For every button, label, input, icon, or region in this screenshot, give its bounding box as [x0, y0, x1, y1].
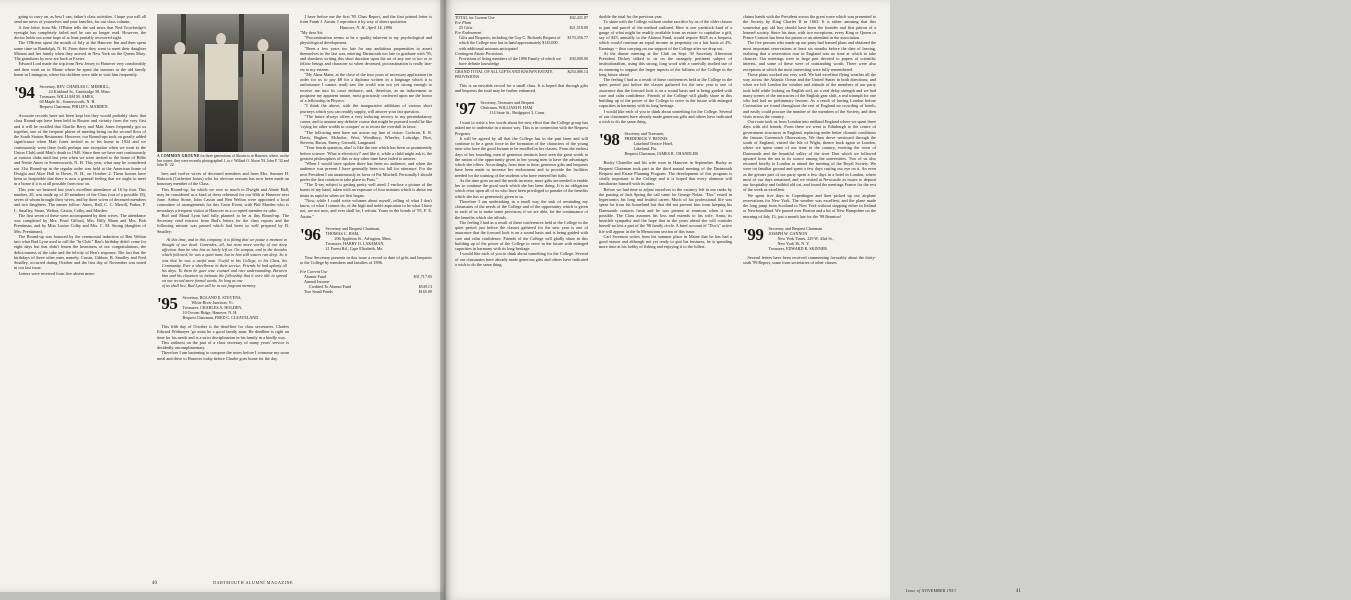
- officer-line: JOSEPH W. GANNON: [768, 230, 808, 236]
- table-label: Credited To Alumni Fund: [309, 283, 352, 289]
- class-year: '94: [14, 83, 35, 102]
- class-header-98: [599, 131, 732, 156]
- officer-line: Bequest Chairman, PHILIP S. MARDEN: [39, 104, 108, 109]
- table-value: $165.00: [418, 289, 432, 295]
- caption-text: for three generations of Ahorns is in Hanover, where, on the Inn corner, they were recently photographed. L to r: Willard O. Ahorn '93, John P. '32 and John R. '22.: [157, 154, 290, 168]
- class-header-97: [455, 99, 588, 119]
- paragraph: claims hands with the President across the great wave which was presented to the Society by King Charles II in 1663. It is rather amusing that this somewhat gay old boy should have been the founder and first patron of a learned society. Since his time, with two exceptions, every King or Queen or Prince Consort has been the patron or an attendant in the association.: [743, 14, 876, 40]
- officer-line: 21 Forest Rd., Cape Elizabeth, Me.: [325, 245, 384, 251]
- body-shape: [205, 44, 238, 152]
- officer-line: Treasurer, WILLIAM M. AMES,: [39, 94, 94, 99]
- officer-line: Secretary, ROLAND E. STEVENS,: [182, 295, 242, 301]
- table-value: $21,518.00: [569, 25, 588, 31]
- paragraph: I want to write a few words about the new effort that the College group has asked me to undertake in a minor way. This is in connection with the Bequest Program.: [455, 120, 588, 136]
- paragraph: I would like each of you to think about something for the College. Several of our classmates have already made generous gifts and others have indicated a wish to do the same thing.: [455, 251, 588, 267]
- officer-line: Treasurer, CHARLES A. HOLDEN,: [182, 305, 243, 311]
- body-shape: [162, 54, 198, 152]
- paragraph: It will be agreed by all that the College has in the past been and will continue to be a great force in the formation of the characters of the young men who have the good fortune to be enrolled in her classes. From the earliest days of her founding, men of generous instincts have seen the great worth to the nation of the opportunity given to her young men to have the advantages which she offers. Accordingly, from time to time, generous gifts and bequests have been made to increase her endowment and to provide the facilities needed for the training of the students who have entered her halls.: [455, 135, 589, 178]
- column-gap: [146, 14, 157, 361]
- gifts-table-1896: [300, 269, 432, 294]
- table-section-title: For Plant: [455, 20, 472, 26]
- paragraph: This is an enviable record for a small class. It is hoped that through gifts and bequests the total may be further enhanced.: [455, 82, 588, 93]
- class-minute-quote-tail: of us shall live, Bud Lyon will be in our fragrant memory.: [162, 283, 257, 289]
- paragraph: "My dear Sir:: [300, 29, 324, 35]
- table-label: 25 Gifts: [459, 25, 473, 31]
- paragraph: "I think the above, with the inaugurative additions of various short journeys which you can readily supply, will answer your fair question.: [300, 103, 432, 114]
- officer-line: THOMAS C. HAM,: [325, 230, 360, 236]
- paragraph: The five persons who made up our party had framed plans and obtained the most important reservations at least six months before the date of leaving, realizing that a reservation tour in England was no time at which to take chances. Our meetings were in large part devoted to papers of scientific interest, and some of these were of outstanding worth. There were also exceptions at which the most interesting were fully remembered.: [743, 40, 876, 72]
- right-column-3: [743, 14, 876, 267]
- class-year: '96: [300, 224, 321, 244]
- left-page-footer: [0, 580, 445, 586]
- officer-line: Lakeland, Fla.: [633, 146, 658, 152]
- class-officers: [40, 84, 146, 109]
- paragraph: "Your fourth question, alas! is like the one which has been so prominently before science: 'What is electricity?' and like it, while a child might ask it, the greatest philosophers of this or any other time have failed to answer.: [300, 145, 432, 161]
- three-generations-photo: [157, 14, 289, 152]
- officer-line: 114 State St., Bridgeport 3, Conn.: [489, 110, 545, 116]
- officer-line: White River Junction, Vt.: [191, 300, 234, 306]
- officer-line: New York Times, 229 W. 43rd St.,: [777, 235, 834, 241]
- paragraph: This outburst on the part of a class secretary of many years' service is decidedly uncomplimentary.: [157, 339, 289, 351]
- paragraph: "Now, while I could write volumes about myself, telling of what I don't know, of what I cannot do, of the high and noble aspiration to be what I have not, are not now, and ever shall be, I refrain. Yours in the bonds of '95, F. E. Austin.": [300, 197, 432, 219]
- paragraph: "The X-ray subject is getting pretty well aired. I enclose a picture of the bones of my hand, taken with an exposure of four minutes which is about ten times as rapid as when we first began.: [300, 182, 432, 198]
- paragraph: Edward Lord made the trip from New Jersey to Hanover very comfortably and then went on to Maine where he spent the summer at the old family home in Limington, where his children were able to visit him frequently.: [14, 61, 146, 77]
- officer-line: Secretary, REV. CHARLES C. MERRILL,: [39, 84, 110, 89]
- table-row: [455, 35, 588, 50]
- officer-line: Secretary and Bequest Chairman: [768, 225, 823, 231]
- person-figure: [243, 39, 283, 152]
- table-value: $549.13: [418, 283, 432, 289]
- paragraph: double the total for the previous year.: [599, 14, 663, 19]
- left-page-columns: [14, 14, 434, 361]
- table-label: TOTAL for Current Use: [455, 15, 495, 20]
- paragraph: Therefore I am undertaking in a small way the task of reminding my classmates of the needs of the College and of the opportunity which is given to each of us to make some provision, if we are able, for the continuance of the benefits which she affords.: [455, 198, 588, 220]
- right-page: [445, 0, 1022, 600]
- table-value: $30,000.00: [569, 55, 588, 61]
- table-label: GRAND TOTAL OF ALL GIFTS AND KNOWN ESTATE PROVISIONS: [455, 68, 553, 80]
- table-label: Alumni Fund: [304, 273, 326, 279]
- issue-line: Issue of NOVEMBER 1953: [906, 588, 956, 593]
- class-year: '97: [455, 99, 476, 119]
- right-page-footer: [890, 588, 1351, 594]
- class-header-94: [14, 84, 146, 109]
- photo-caption: [157, 154, 289, 168]
- right-column-2: [599, 14, 732, 267]
- officer-line: Treasurer, HARRY O. LAKEMAN,: [325, 240, 385, 246]
- paragraph: Letters were received from five absent mem-: [18, 270, 95, 276]
- table-value: $32,431.87: [569, 15, 588, 20]
- table-value: $170,356.77: [567, 35, 588, 41]
- caption-lead: A COMMON GROUND: [157, 154, 200, 158]
- necktie-shape: [262, 54, 264, 74]
- paragraph: "When I would have spoken there has been no audience, and when the audience was present I have generally been too full for utterance. For the next President I am unanimously in favor of Pat Mitchell. Personally I should prefer the first rotation to take place in Paris.": [300, 161, 432, 182]
- officer-line: 10 Occom Ridge, Hanover, N. H.: [182, 310, 238, 316]
- magazine-name: DARTMOUTH ALUMNI MAGAZINE: [213, 580, 294, 585]
- table-section-title: For Endowment: [455, 30, 482, 36]
- paragraph: Our route took us from London into midland England where we spent three days with old friends. From there we went to Edinburgh to the centre of government structures in England, replacing under better climatic conditions the famous Greenwich Observatory. We then drove westward through the south of England, visited the Isle of Wight, thence back again to London, where we spent some of our time in the country, exerting the town of Dartmouth and the beautiful valley of the river Dart which we followed upward from the sea to its source among the universities. Two of us also returned briefly to London to attend the meeting of the Royal Society. We were on familiar ground and spent a few days casting our eye on it. An even as the greater part of our party spent a few days in a hotel in London, where most of our days remained, and we visited at Newcastle as issues to deposit our hospitality and faithful old cat, and found the meetings France for the rest of the week as excellent.: [743, 119, 876, 193]
- paragraph: Before we had time to adjust ourselves to the vacancy left in our ranks by the passing of Jack Spring the call came for George Nolan. "Doc" rested in hypertonics his long and fruitful career. Much of his professional life was spent far from his homeland but that did not prevent him from keeping his Dartmouth contacts fresh and he was present at reunions when it was possible. The Class assumes his loss and extends to his wife, Anna, its heartfelt sympathy and the hope that in the years ahead she will consider herself no less a part of the '98 family circle. A brief account of "Doc's" active life will appear in the In Memoriam section of this issue.: [599, 186, 732, 234]
- paragraph: Accurate records have not been kept but they would probably show that class Round-ups have been held in Boston and vicinity from the very first and it will be recalled that Charlie Berry and Matt Jones frequently got us together, one of the frequent places of meeting being on the second floor of the South Station Restaurant. However, our Round-ups took on greatly added significance when Matt Jones invited us to his home in 1924 and we continuously went there (with perhaps one exception when we went to the Union Club) until Matt's death in 1940. Since then we have met continuously at various clubs until last year when we were invited to the home of Billie and Nettie Ames in Somersworth, N. H. This year, what may be considered our 31st Round-up in the regular order was held at the American home of Dwight and Alice Hall in Dover, N. H., on October 2. These homes have been so hospitable that there is now a general feeling that we ought to meet in a home if it is at all possible from now on.: [14, 113, 146, 187]
- paragraph: "Been a few years too late for any ambitious propensities to assert themselves in the last war, entering Dartmouth too late to graduate with '95, and slumbers writing this short duration upon the art of any one to too or to fellow beings and character so when deceased, procrastination is really late-est to my esteem.: [300, 45, 432, 72]
- paragraph: This Round-up, for which we owe so much to Dwight and Almie Hall, may be considered as a kind of dress rehearsal for our 60th at Hanover next June. Arthur Stone, John Cassin and Ben Welton were appointed a local committee of arrangements for this Great Event, with Phil Marden who is nowadays a frequent visitor at Hanover as a co-opted member ex urbe.: [157, 186, 289, 213]
- paragraph: The Round-up was honored by the ceremonial induction of Ben Welton into what Bud Lyon used to call the "In Club." Ben's birthday didn't come for eight days but that didn't lessen the heartiness of our congratulations, the deliciousness of the cake and the felicity of Ben's response. The fact that the birthdays of three other men, namely, Cassin, Gibbon, B. Smalley and Fred Smalley, occurred during October and the first day of November was noted in our last issue.: [14, 233, 146, 271]
- column-gap: [289, 14, 300, 361]
- officer-line: FREDERICK V. BENNIS: [624, 136, 668, 142]
- paragraph: "Procrastination seems to be a quality inherent to my psychological and physiological development.: [300, 35, 432, 46]
- paragraph: The O'Briens spent the month of July at the Hanover Inn and then spent some time in Randolph, N. H. From there they went to meet their daughter Miriam and her family when they arrived in New York on the Queen Mary. The grandsons by now are back at Exeter.: [14, 40, 146, 61]
- class-officers: [481, 100, 588, 115]
- officer-line: Secretary and Bequest Chairman,: [325, 225, 381, 231]
- class-header-95: [157, 295, 289, 320]
- officer-line: Bequest Chairman, JAMES R. CHANDLER: [624, 151, 698, 157]
- table-value: $254,086.14: [567, 68, 588, 74]
- table-value: $31,717.83: [413, 273, 432, 279]
- left-column-3: [300, 14, 432, 361]
- table-section-title: Contingent Estate Provisions: [455, 50, 503, 56]
- right-page-columns: [455, 14, 877, 267]
- left-page: [0, 0, 445, 592]
- paragraph: At the dinner meeting at the Club on Sept. 30 Secretary Afternoon President Dickey talked to us on the strangely pertinent subject of institutionalism, using this strong, long word with a carefully studied use of its meaning to support the larger aspects of the fullness of the College in the long future ahead.: [599, 50, 732, 77]
- paragraph: going to carry on, as best I can, father's class activities. I hope you will all send me news of yourselves and your families, for our class column.: [14, 14, 146, 25]
- class-year: '99: [743, 224, 764, 244]
- officer-line: Treasurer, EDWARD R. SKINNER: [768, 245, 828, 251]
- officer-line: Bequest Chairman, FRED C. CLEAVELAND: [182, 315, 259, 321]
- left-column-2: [157, 14, 289, 361]
- paragraph: These plans worked out very well. We had excellent flying weather all the way across the Atlantic Ocean and the United States in both directions; and when we left London the weather and attitude of the members of our party took hold while looking on English soil, on a real delay strength and we had many scenes of the intricacies of the English gear shift, a real triumph for one who had had no preliminary lessons. As a result of having London before Coronation we found throughout the rest of England no crowding of hotels, and easily could procure the number of the members of the Society, and then visits across the country.: [743, 71, 876, 119]
- table-label: Provisions of living members of the 1896 Family of which we have definite knowledge: [459, 55, 561, 66]
- officer-line: New York 36, N. Y.: [777, 240, 810, 246]
- paragraph: Several letters have been received commenting favorably about the thirty-sixth '99 Report, some from secretaries of other classes: [743, 254, 876, 265]
- paragraph: As the time goes on and the needs increase, more gifts are needed to enable her to continue the good work which she has been doing. It is an obligation which rests upon all of us who have been privileged to partake of the benefits which she has so generously given to us.: [455, 177, 588, 199]
- paragraph: Bud and Maud Lyon had fully planned to be at this Round-up. The Secretary read extracts from Bud's letters for the class reports and the following minute was passed which had been so well prepared by B. Smalley:: [157, 212, 289, 234]
- photo-figure: [157, 14, 289, 168]
- gifts-table-continued: [455, 14, 588, 79]
- table-row: [455, 68, 588, 79]
- column-gap: [588, 14, 599, 267]
- class-officers: [769, 226, 876, 251]
- paragraph: This year we bettered last year's excellent attendance of 16 by four. This number, 20, was made up of 20 members of the Class (out of a possible 18), seven of whom brought their wives, and by three wives of deceased members and two daughters. The names follow: Ames, Hall, C. C. Merrill, Parker, F. L. Smalley, Stone, Welton, Cassin, Colby, and Marden.: [14, 186, 146, 213]
- paragraph: We spent five days in Copenhagen and then picked up our airplane reservations for New York. The weather was excellent, and the plane made the long jump from Scotland to New York without stopping either in Ireland or Newfoundland. We passed over Boston and a bit of New Hampshire on the morning of July 15, just a month late for the '98 Reunion!: [743, 192, 876, 219]
- paragraph: This fifth day of October is the dead-line for class secretaries. Charles Edward Widmayer 'go must be a good family man. He deadline is right on time for his needs and is a strict disciplinarian in his family in a kindly way.: [157, 324, 289, 340]
- page-gutter-shadow: [440, 0, 452, 600]
- class-officers: [326, 226, 432, 251]
- paragraph: I have before me the first '95 Class Report, and the first printed letter is from Frank J. Austin. I reproduce it by way of direct quotation.: [300, 14, 432, 25]
- table-row: [300, 289, 432, 294]
- officer-line: 206 Appleton St., Arlington, Mass.: [334, 235, 392, 241]
- letter-dateline: Hanover, N. H., April 14, 1896: [339, 24, 393, 30]
- table-row: [455, 56, 588, 66]
- right-column-1: [455, 14, 588, 267]
- officer-line: Secretary, Treasurer and Bequest: [480, 100, 535, 106]
- class-year: '98: [599, 130, 620, 150]
- paragraph: bers and twelve wives of deceased members and from Mrs. Sumner H. Babcock (Catherine Jones) who for obvious reasons has now been made an honorary member of the Class.: [157, 170, 289, 187]
- class-officers: [183, 295, 289, 320]
- paragraph: A fine letter from Mr. O'Brien tells the sad news that Ned Trowbridge's eyesight has completely failed and he can no longer read. However, the doctor holds out some hope of at least partially recovered sight.: [14, 24, 146, 40]
- person-figure: [205, 33, 238, 152]
- class-minute-quote: At this time, and in this company, it is fitting that we pause a moment in thought of our dead. Comrades, all, but none more worthy of our deep affection than he who has so lately left us. On campus, and in the decades which followed, he was a quiet man; but in him still waters ran deep. So it was that he was a useful man. Useful to his College, to his Class, his Community. Ever a wheelhorse in their service. Friends he had aplenty all his days. To them he gave wise counsel and rare understanding. Between him and his classmen so intimate the fellowship that it were idle to spread on our record more formal words. So long as one: [162, 237, 287, 283]
- paragraph: Your Secretary presents in this issue a record to date of gifts and bequests to the College by members and families of 1896.: [300, 254, 432, 265]
- paragraph: "The future always offers a very inducing secrecy to my perambulatory career, and to assume any definite course that might be pursued would be like 'crying for other worlds to conquer' or to recast the overdull in favor.: [300, 113, 433, 130]
- officer-line: 60 Maple St., Somersworth, N. H.: [39, 99, 96, 104]
- left-column-1: [14, 14, 146, 361]
- officer-line: Secretary and Treasurer,: [624, 131, 665, 137]
- officer-line: Chairman, WILLIAM H. HAM: [480, 105, 533, 111]
- paragraph: "My Alma Mater, at the close of the four years of necessary application (in order for us to pay $8 for a diploma written in a language which it is unfortunate I cannot read) saw the world was not yet strong enough to receive me into its court embrace, and, therefore, as an inducement to postpone my apparent nature, most graciously conferred upon me the honor of a fellowship in Physics.: [300, 71, 432, 103]
- officer-line: Lakeland Terrace Hotel,: [633, 141, 674, 147]
- table-label: Two Small Funds: [304, 289, 333, 295]
- paragraph: Carl Swenson writes from his summer place in Maine that he has had a good season and although not yet ready to quit his business, he is spending more time at his hobby of fishing and enjoying it to the fullest.: [599, 233, 732, 250]
- paragraph: The feeling I had as a result of these conferences held at the College in the quiet period just before the classes gathered for the new year is one of assurance that the forward look is on a sound basis and is being guided with care and calm confidence. Friends of the College will gladly share in this building up of the power of the College to serve in the future with enlarged capacities in harmony with its long heritage.: [455, 219, 588, 252]
- paragraph: The first seven of these were accompanied by their wives. The attendance was completed by Mrs. Pearl Gifford, Mrs. Billy Mann and Mrs. Bob Prentiman, and by Miss Louise Colby and Mrs. C. M. Strong (daughter of Mrs. Prentiman).: [14, 212, 146, 234]
- paragraph: "The following men have run across my line of vision: Cochran, E. R. Davis, Bugbee, McIndoe, West, Woodbury, Wheeler, Lottridge, Rice, Stevens, Bacon, Emery, Gerould, Langmaid.: [300, 129, 432, 145]
- table-label: Gifts and Bequests, including the Guy C. Richards Bequest of which the College now has in hand approximately $145,000 with additional amounts anticipated: [459, 35, 561, 51]
- table-section-title: For Current Use: [300, 268, 328, 274]
- paragraph: Bucky Chandler and his wife were in Hanover in September. Bucky as Bequest Chairman took part in the third annual meeting of the Dartmouth Bequest and Estate Planning Program. The development of this program is vitally important to the College and it is hoped that every alumnus will familiarize himself with its aims.: [599, 160, 732, 187]
- page-number: 40: [151, 581, 158, 586]
- class-header-99: [743, 226, 876, 251]
- paragraph: I would like each of you to think about something for the College. Several of our classmates have already made generous gifts and others have indicated a wish to do the same thing.: [599, 108, 732, 124]
- paragraph: The feeling I had as a result of these conferences held at the College in the quiet period just before the classes gathered for the new year is one of assurance that the forward look is on a sound basis and is being guided with care and calm confidence. Friends of the College will gladly share in this building up of the power of the College to serve in the future with enlarged capacities in harmony with its long heritage.: [599, 77, 732, 109]
- class-header-96: [300, 226, 432, 251]
- page-number: 41: [1015, 589, 1022, 594]
- person-figure: [162, 42, 198, 152]
- class-officers: [625, 131, 732, 156]
- paragraph: Therefore I am hastening to compose the notes before I consume my noon meal and drive to Hanover today before Charlie goes home for the day.: [157, 350, 289, 361]
- officer-line: 24 Kirkland St., Cambridge 38, Mass.: [48, 89, 111, 94]
- table-label: Annual Income: [304, 278, 330, 284]
- class-year: '95: [157, 294, 178, 314]
- paragraph: To share with the College without undue sacrifice by us of the older classes is part and parcel of the method outlined. Here is one yardstick kind of a gauge of what might be readily available from an estate: to capitalize a gift, say of $25, annually to the Alumni Fund, would require $625 as a bequest, which would continue an equal income in perpetuity on a fair basis of 4%. Earnings -- thus carrying on our support of the College after we drop out.: [599, 19, 732, 51]
- column-gap: [732, 14, 743, 267]
